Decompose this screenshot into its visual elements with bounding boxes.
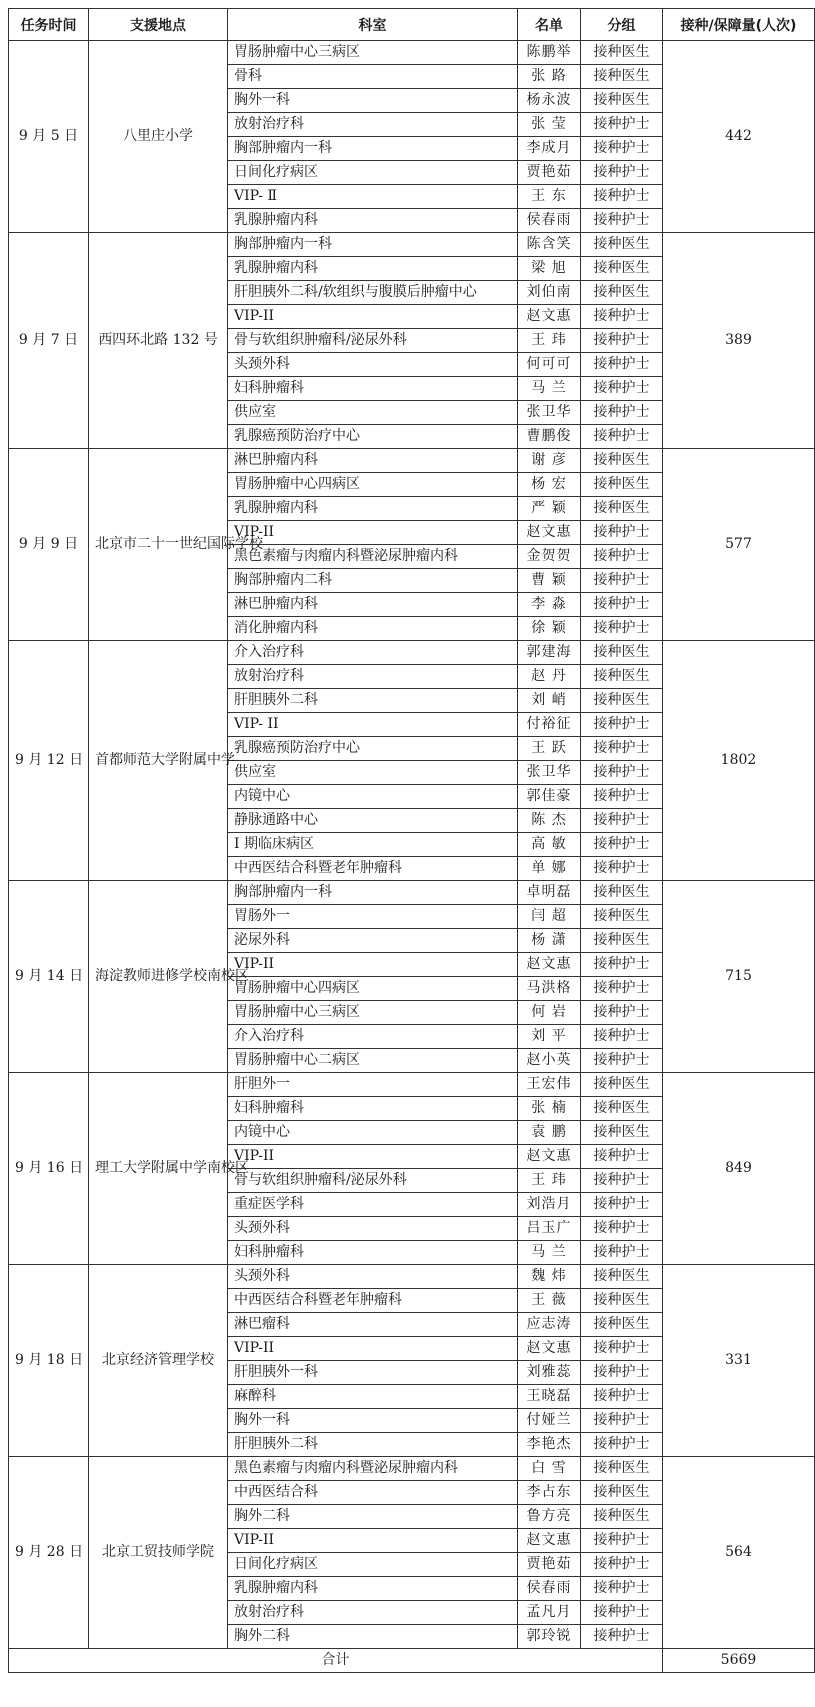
department-cell: 日间化疗病区 — [228, 1553, 518, 1577]
department-cell: 放射治疗科 — [228, 113, 518, 137]
staff-name-cell: 赵文惠 — [518, 1337, 581, 1361]
role-group-cell: 接种医生 — [581, 497, 663, 521]
role-group-cell: 接种护士 — [581, 617, 663, 641]
role-group-cell: 接种护士 — [581, 1001, 663, 1025]
role-group-cell: 接种护士 — [581, 1025, 663, 1049]
staff-name-cell: 严 颖 — [518, 497, 581, 521]
role-group-cell: 接种医生 — [581, 905, 663, 929]
role-group-cell: 接种医生 — [581, 881, 663, 905]
role-group-cell: 接种医生 — [581, 1505, 663, 1529]
department-cell: 乳腺肿瘤内科 — [228, 209, 518, 233]
support-site-cell: 八里庄小学 — [89, 41, 228, 233]
role-group-cell: 接种护士 — [581, 977, 663, 1001]
task-date-cell: 9 月 18 日 — [9, 1265, 89, 1457]
department-cell: 胸外一科 — [228, 89, 518, 113]
staff-name-cell: 赵文惠 — [518, 305, 581, 329]
table-row — [9, 1073, 815, 1097]
department-cell: 中西医结合科 — [228, 1481, 518, 1505]
department-cell: 乳腺癌预防治疗中心 — [228, 425, 518, 449]
staff-name-cell: 张卫华 — [518, 401, 581, 425]
staff-name-cell: 付娅兰 — [518, 1409, 581, 1433]
department-cell: VIP-II — [228, 1529, 518, 1553]
task-date-cell: 9 月 28 日 — [9, 1457, 89, 1649]
department-cell: 乳腺肿瘤内科 — [228, 1577, 518, 1601]
staff-name-cell: 贾艳茹 — [518, 1553, 581, 1577]
header-group: 分组 — [581, 9, 663, 41]
department-cell: 胸部肿瘤内二科 — [228, 569, 518, 593]
department-cell: 胸外二科 — [228, 1625, 518, 1649]
department-cell: 胸外一科 — [228, 1409, 518, 1433]
department-cell: 肝胆胰外二科 — [228, 689, 518, 713]
department-cell: 骨科 — [228, 65, 518, 89]
department-cell: 乳腺肿瘤内科 — [228, 497, 518, 521]
role-group-cell: 接种医生 — [581, 41, 663, 65]
role-group-cell: 接种医生 — [581, 689, 663, 713]
department-cell: 头颈外科 — [228, 1217, 518, 1241]
role-group-cell: 接种护士 — [581, 329, 663, 353]
staff-name-cell: 金贺贺 — [518, 545, 581, 569]
role-group-cell: 接种医生 — [581, 281, 663, 305]
department-cell: 淋巴瘤科 — [228, 1313, 518, 1337]
department-cell: VIP-II — [228, 953, 518, 977]
role-group-cell: 接种护士 — [581, 1217, 663, 1241]
role-group-cell: 接种护士 — [581, 1409, 663, 1433]
staff-name-cell: 王 跃 — [518, 737, 581, 761]
header-count: 接种/保障量(人次) — [663, 9, 815, 41]
role-group-cell: 接种护士 — [581, 857, 663, 881]
department-cell: 内镜中心 — [228, 785, 518, 809]
staff-name-cell: 刘 平 — [518, 1025, 581, 1049]
department-cell: 头颈外科 — [228, 353, 518, 377]
role-group-cell: 接种护士 — [581, 545, 663, 569]
department-cell: 介入治疗科 — [228, 1025, 518, 1049]
role-group-cell: 接种护士 — [581, 161, 663, 185]
role-group-cell: 接种医生 — [581, 1097, 663, 1121]
role-group-cell: 接种护士 — [581, 1169, 663, 1193]
staff-name-cell: 赵文惠 — [518, 521, 581, 545]
total-row — [9, 1649, 815, 1673]
role-group-cell: 接种护士 — [581, 569, 663, 593]
support-site-cell: 西四环北路 132 号 — [89, 233, 228, 449]
table-row — [9, 233, 815, 257]
staff-name-cell: 张 路 — [518, 65, 581, 89]
department-cell: 妇科肿瘤科 — [228, 1097, 518, 1121]
role-group-cell: 接种医生 — [581, 1265, 663, 1289]
department-cell: 内镜中心 — [228, 1121, 518, 1145]
task-date-cell: 9 月 14 日 — [9, 881, 89, 1073]
staff-name-cell: 李艳杰 — [518, 1433, 581, 1457]
task-date-cell: 9 月 12 日 — [9, 641, 89, 881]
role-group-cell: 接种医生 — [581, 257, 663, 281]
staff-name-cell: 赵 丹 — [518, 665, 581, 689]
table-row — [9, 641, 815, 665]
staff-name-cell: 白 雪 — [518, 1457, 581, 1481]
role-group-cell: 接种护士 — [581, 713, 663, 737]
department-cell: 胃肠肿瘤中心三病区 — [228, 41, 518, 65]
staff-name-cell: 陈鹏举 — [518, 41, 581, 65]
support-site-cell: 北京市二十一世纪国际学校 — [89, 449, 228, 641]
staff-name-cell: 单 娜 — [518, 857, 581, 881]
staff-name-cell: 贾艳茹 — [518, 161, 581, 185]
department-cell: VIP-II — [228, 521, 518, 545]
role-group-cell: 接种护士 — [581, 1337, 663, 1361]
task-date-cell: 9 月 16 日 — [9, 1073, 89, 1265]
staff-name-cell: 马洪格 — [518, 977, 581, 1001]
role-group-cell: 接种护士 — [581, 305, 663, 329]
role-group-cell: 接种护士 — [581, 425, 663, 449]
role-group-cell: 接种护士 — [581, 1145, 663, 1169]
header-site: 支援地点 — [89, 9, 228, 41]
role-group-cell: 接种护士 — [581, 521, 663, 545]
header-dept: 科室 — [228, 9, 518, 41]
support-site-cell: 首都师范大学附属中学 — [89, 641, 228, 881]
staff-name-cell: 刘雅蕊 — [518, 1361, 581, 1385]
department-cell: 头颈外科 — [228, 1265, 518, 1289]
staff-name-cell: 杨 潇 — [518, 929, 581, 953]
department-cell: 淋巴肿瘤内科 — [228, 449, 518, 473]
staff-name-cell: 杨永波 — [518, 89, 581, 113]
staff-name-cell: 王 薇 — [518, 1289, 581, 1313]
department-cell: 胃肠肿瘤中心三病区 — [228, 1001, 518, 1025]
staff-name-cell: 高 敏 — [518, 833, 581, 857]
department-cell: VIP-II — [228, 1337, 518, 1361]
department-cell: 肝胆外一 — [228, 1073, 518, 1097]
role-group-cell: 接种医生 — [581, 449, 663, 473]
table-row — [9, 1457, 815, 1481]
staff-name-cell: 赵文惠 — [518, 1145, 581, 1169]
department-cell: 供应室 — [228, 401, 518, 425]
role-group-cell: 接种医生 — [581, 641, 663, 665]
role-group-cell: 接种护士 — [581, 833, 663, 857]
role-group-cell: 接种护士 — [581, 401, 663, 425]
staff-name-cell: 郭佳豪 — [518, 785, 581, 809]
vaccination-count-cell: 331 — [663, 1265, 815, 1457]
department-cell: 胸部肿瘤内一科 — [228, 233, 518, 257]
department-cell: 胃肠肿瘤中心二病区 — [228, 1049, 518, 1073]
staff-name-cell: 应志涛 — [518, 1313, 581, 1337]
role-group-cell: 接种护士 — [581, 1577, 663, 1601]
role-group-cell: 接种护士 — [581, 113, 663, 137]
staff-name-cell: 郭玲锐 — [518, 1625, 581, 1649]
staff-name-cell: 马 兰 — [518, 1241, 581, 1265]
role-group-cell: 接种医生 — [581, 929, 663, 953]
department-cell: 静脉通路中心 — [228, 809, 518, 833]
staff-name-cell: 付裕征 — [518, 713, 581, 737]
table-row — [9, 881, 815, 905]
support-site-cell: 海淀教师进修学校南校区 — [89, 881, 228, 1073]
role-group-cell: 接种医生 — [581, 473, 663, 497]
staff-name-cell: 魏 炜 — [518, 1265, 581, 1289]
department-cell: 胸部肿瘤内一科 — [228, 137, 518, 161]
table-row — [9, 1265, 815, 1289]
department-cell: 麻醉科 — [228, 1385, 518, 1409]
department-cell: 供应室 — [228, 761, 518, 785]
header-date: 任务时间 — [9, 9, 89, 41]
department-cell: 中西医结合科暨老年肿瘤科 — [228, 1289, 518, 1313]
role-group-cell: 接种医生 — [581, 1289, 663, 1313]
role-group-cell: 接种医生 — [581, 1073, 663, 1097]
vaccination-count-cell: 389 — [663, 233, 815, 449]
role-group-cell: 接种护士 — [581, 1361, 663, 1385]
role-group-cell: 接种护士 — [581, 1385, 663, 1409]
role-group-cell: 接种护士 — [581, 185, 663, 209]
staff-name-cell: 郭建海 — [518, 641, 581, 665]
department-cell: 重症医学科 — [228, 1193, 518, 1217]
role-group-cell: 接种护士 — [581, 1529, 663, 1553]
staff-name-cell: 赵文惠 — [518, 1529, 581, 1553]
role-group-cell: 接种护士 — [581, 1241, 663, 1265]
role-group-cell: 接种护士 — [581, 1049, 663, 1073]
staff-name-cell: 张 楠 — [518, 1097, 581, 1121]
vaccination-count-cell: 849 — [663, 1073, 815, 1265]
role-group-cell: 接种医生 — [581, 65, 663, 89]
staff-name-cell: 侯春雨 — [518, 209, 581, 233]
department-cell: 消化肿瘤内科 — [228, 617, 518, 641]
role-group-cell: 接种护士 — [581, 377, 663, 401]
department-cell: 黑色素瘤与肉瘤内科暨泌尿肿瘤内科 — [228, 545, 518, 569]
staff-name-cell: 马 兰 — [518, 377, 581, 401]
staff-name-cell: 李成月 — [518, 137, 581, 161]
department-cell: 胃肠肿瘤中心四病区 — [228, 473, 518, 497]
role-group-cell: 接种护士 — [581, 953, 663, 977]
role-group-cell: 接种护士 — [581, 737, 663, 761]
role-group-cell: 接种护士 — [581, 593, 663, 617]
staff-name-cell: 刘 峭 — [518, 689, 581, 713]
role-group-cell: 接种护士 — [581, 353, 663, 377]
table-header — [9, 9, 815, 41]
role-group-cell: 接种医生 — [581, 1457, 663, 1481]
vaccination-count-cell: 577 — [663, 449, 815, 641]
staff-name-cell: 孟凡月 — [518, 1601, 581, 1625]
staff-name-cell: 何可可 — [518, 353, 581, 377]
department-cell: 日间化疗病区 — [228, 161, 518, 185]
total-count-cell: 5669 — [663, 1649, 815, 1673]
role-group-cell: 接种医生 — [581, 89, 663, 113]
support-site-cell: 北京经济管理学校 — [89, 1265, 228, 1457]
role-group-cell: 接种护士 — [581, 785, 663, 809]
support-site-cell: 北京工贸技师学院 — [89, 1457, 228, 1649]
department-cell: VIP- Ⅱ — [228, 185, 518, 209]
staff-name-cell: 王 东 — [518, 185, 581, 209]
role-group-cell: 接种医生 — [581, 1481, 663, 1505]
department-cell: 乳腺癌预防治疗中心 — [228, 737, 518, 761]
vaccination-count-cell: 715 — [663, 881, 815, 1073]
staff-name-cell: 袁 鹏 — [518, 1121, 581, 1145]
staff-name-cell: 王宏伟 — [518, 1073, 581, 1097]
staff-name-cell: 李 淼 — [518, 593, 581, 617]
staff-name-cell: 吕玉广 — [518, 1217, 581, 1241]
staff-name-cell: 王 玮 — [518, 1169, 581, 1193]
department-cell: 放射治疗科 — [228, 1601, 518, 1625]
table-row — [9, 41, 815, 65]
staff-name-cell: 刘伯南 — [518, 281, 581, 305]
staff-name-cell: 刘浩月 — [518, 1193, 581, 1217]
department-cell: I 期临床病区 — [228, 833, 518, 857]
staff-name-cell: 张卫华 — [518, 761, 581, 785]
staff-name-cell: 曹鹏俊 — [518, 425, 581, 449]
department-cell: 放射治疗科 — [228, 665, 518, 689]
staff-name-cell: 陈含笑 — [518, 233, 581, 257]
staff-name-cell: 梁 旭 — [518, 257, 581, 281]
role-group-cell: 接种护士 — [581, 1601, 663, 1625]
staff-name-cell: 王晓磊 — [518, 1385, 581, 1409]
role-group-cell: 接种护士 — [581, 1553, 663, 1577]
department-cell: 介入治疗科 — [228, 641, 518, 665]
department-cell: VIP-II — [228, 305, 518, 329]
department-cell: 骨与软组织肿瘤科/泌尿外科 — [228, 329, 518, 353]
task-date-cell: 9 月 7 日 — [9, 233, 89, 449]
task-date-cell: 9 月 9 日 — [9, 449, 89, 641]
department-cell: 中西医结合科暨老年肿瘤科 — [228, 857, 518, 881]
department-cell: 胃肠肿瘤中心四病区 — [228, 977, 518, 1001]
staff-name-cell: 徐 颖 — [518, 617, 581, 641]
role-group-cell: 接种医生 — [581, 1121, 663, 1145]
table-row — [9, 449, 815, 473]
department-cell: 胸部肿瘤内一科 — [228, 881, 518, 905]
staff-name-cell: 陈 杰 — [518, 809, 581, 833]
task-date-cell: 9 月 5 日 — [9, 41, 89, 233]
staff-name-cell: 鲁方亮 — [518, 1505, 581, 1529]
department-cell: VIP-II — [228, 1145, 518, 1169]
department-cell: 妇科肿瘤科 — [228, 377, 518, 401]
vaccination-count-cell: 564 — [663, 1457, 815, 1649]
role-group-cell: 接种医生 — [581, 1313, 663, 1337]
department-cell: 肝胆胰外二科 — [228, 1433, 518, 1457]
staff-name-cell: 李占东 — [518, 1481, 581, 1505]
department-cell: 淋巴肿瘤内科 — [228, 593, 518, 617]
vaccination-count-cell: 442 — [663, 41, 815, 233]
table-body — [9, 41, 815, 1673]
staff-name-cell: 张 莹 — [518, 113, 581, 137]
role-group-cell: 接种护士 — [581, 1193, 663, 1217]
staff-name-cell: 赵小英 — [518, 1049, 581, 1073]
staff-name-cell: 杨 宏 — [518, 473, 581, 497]
staff-name-cell: 闫 超 — [518, 905, 581, 929]
vaccination-count-cell: 1802 — [663, 641, 815, 881]
department-cell: 肝胆胰外二科/软组织与腹膜后肿瘤中心 — [228, 281, 518, 305]
department-cell: 骨与软组织肿瘤科/泌尿外科 — [228, 1169, 518, 1193]
staff-name-cell: 何 岩 — [518, 1001, 581, 1025]
role-group-cell: 接种护士 — [581, 1433, 663, 1457]
role-group-cell: 接种护士 — [581, 209, 663, 233]
total-label-cell: 合计 — [9, 1649, 663, 1673]
department-cell: 胃肠外一 — [228, 905, 518, 929]
department-cell: 胸外二科 — [228, 1505, 518, 1529]
department-cell: 乳腺肿瘤内科 — [228, 257, 518, 281]
header-row — [9, 9, 815, 41]
department-cell: 肝胆胰外一科 — [228, 1361, 518, 1385]
department-cell: 妇科肿瘤科 — [228, 1241, 518, 1265]
department-cell: 黑色素瘤与肉瘤内科暨泌尿肿瘤内科 — [228, 1457, 518, 1481]
staff-name-cell: 赵文惠 — [518, 953, 581, 977]
role-group-cell: 接种护士 — [581, 809, 663, 833]
support-site-cell: 理工大学附属中学南校区 — [89, 1073, 228, 1265]
staff-name-cell: 谢 彦 — [518, 449, 581, 473]
role-group-cell: 接种护士 — [581, 1625, 663, 1649]
staff-name-cell: 王 玮 — [518, 329, 581, 353]
vaccination-support-table — [8, 8, 815, 1673]
department-cell: VIP- II — [228, 713, 518, 737]
department-cell: 泌尿外科 — [228, 929, 518, 953]
header-name: 名单 — [518, 9, 581, 41]
staff-name-cell: 曹 颖 — [518, 569, 581, 593]
staff-name-cell: 侯春雨 — [518, 1577, 581, 1601]
role-group-cell: 接种护士 — [581, 137, 663, 161]
role-group-cell: 接种医生 — [581, 665, 663, 689]
role-group-cell: 接种医生 — [581, 233, 663, 257]
role-group-cell: 接种护士 — [581, 761, 663, 785]
staff-name-cell: 卓明磊 — [518, 881, 581, 905]
